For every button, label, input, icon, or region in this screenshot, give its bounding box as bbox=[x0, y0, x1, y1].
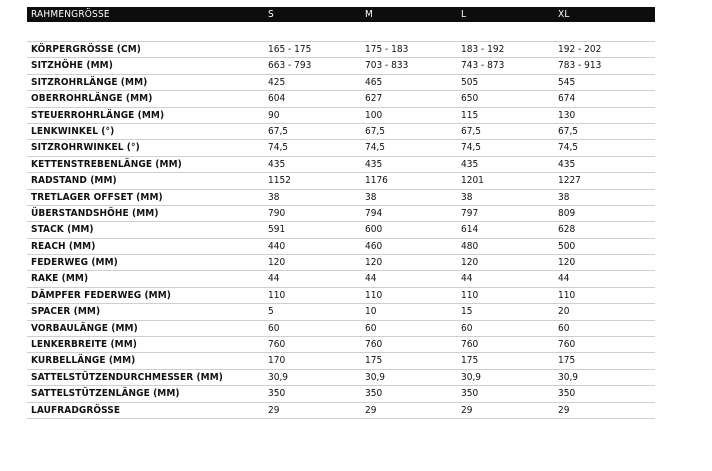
row-label: FEDERWEG (MM) bbox=[31, 257, 118, 269]
row-value-l: 614 bbox=[461, 224, 479, 236]
row-value-s: 165 - 175 bbox=[268, 44, 312, 55]
row-value-m: 460 bbox=[365, 240, 383, 252]
table-row bbox=[27, 271, 655, 287]
row-label: RAKE (MM) bbox=[31, 273, 89, 285]
table-row bbox=[27, 91, 655, 107]
table-row bbox=[27, 173, 655, 189]
row-label: OBERROHRLÄNGE (MM) bbox=[31, 93, 153, 105]
row-value-xl: 29 bbox=[558, 404, 570, 416]
table-row bbox=[27, 288, 655, 304]
row-value-m: 794 bbox=[365, 207, 383, 219]
row-value-l: 44 bbox=[461, 273, 473, 285]
row-value-l: 38 bbox=[461, 191, 473, 203]
row-value-s: 604 bbox=[268, 93, 286, 105]
table-row bbox=[27, 206, 655, 222]
row-label: KETTENSTREBENLÄNGE (MM) bbox=[31, 158, 182, 170]
row-value-xl: 1227 bbox=[558, 175, 581, 187]
header-size-l: L bbox=[461, 9, 467, 20]
row-label: TRETLAGER OFFSET (MM) bbox=[31, 191, 163, 203]
row-value-m: 627 bbox=[365, 93, 383, 105]
table-row bbox=[27, 124, 655, 140]
table-header bbox=[27, 7, 655, 22]
row-value-m: 435 bbox=[365, 158, 383, 170]
row-label: STEUERROHRLÄNGE (MM) bbox=[31, 109, 165, 121]
row-label: SATTELSTÜTZENLÄNGE (MM) bbox=[31, 388, 180, 400]
row-value-xl: 67,5 bbox=[558, 125, 579, 137]
row-label: REACH (MM) bbox=[31, 240, 96, 252]
row-label: SITZROHRLÄNGE (MM) bbox=[31, 76, 148, 88]
row-value-l: 350 bbox=[461, 388, 479, 400]
row-value-s: 74,5 bbox=[268, 142, 289, 154]
row-value-l: 30,9 bbox=[461, 371, 482, 383]
table-row bbox=[27, 58, 655, 74]
row-value-s: 440 bbox=[268, 240, 286, 252]
row-value-l: 183 - 192 bbox=[461, 44, 505, 55]
row-value-xl: 60 bbox=[558, 322, 570, 334]
row-value-l: 29 bbox=[461, 404, 473, 416]
geometry-table bbox=[27, 7, 655, 419]
row-value-l: 115 bbox=[461, 109, 479, 121]
row-value-s: 29 bbox=[268, 404, 280, 416]
row-value-s: 67,5 bbox=[268, 125, 289, 137]
row-label: LAUFRADGRÖSSE bbox=[31, 404, 121, 416]
table-row bbox=[27, 190, 655, 206]
header-size-m: M bbox=[365, 9, 373, 20]
row-value-m: 74,5 bbox=[365, 142, 386, 154]
row-value-l: 67,5 bbox=[461, 125, 482, 137]
table-row bbox=[27, 42, 655, 58]
table-row bbox=[27, 337, 655, 353]
row-label: DÄMPFER FEDERWEG (MM) bbox=[31, 289, 171, 301]
row-value-xl: 500 bbox=[558, 240, 576, 252]
table-row bbox=[27, 370, 655, 386]
row-value-xl: 20 bbox=[558, 306, 570, 318]
row-value-l: 175 bbox=[461, 355, 479, 367]
row-value-l: 435 bbox=[461, 158, 479, 170]
row-value-s: 663 - 793 bbox=[268, 60, 312, 72]
row-value-s: 30,9 bbox=[268, 371, 289, 383]
table-body bbox=[27, 42, 655, 419]
table-row bbox=[27, 403, 655, 419]
row-value-m: 38 bbox=[365, 191, 377, 203]
header-size-s: S bbox=[268, 9, 274, 20]
table-row bbox=[27, 353, 655, 369]
row-value-l: 797 bbox=[461, 207, 479, 219]
row-value-l: 650 bbox=[461, 93, 479, 105]
row-value-xl: 110 bbox=[558, 289, 576, 301]
row-value-s: 60 bbox=[268, 322, 280, 334]
row-label: ÜBERSTANDSHÖHE (MM) bbox=[31, 207, 159, 219]
row-value-m: 465 bbox=[365, 76, 383, 88]
row-value-s: 425 bbox=[268, 76, 286, 88]
row-value-xl: 74,5 bbox=[558, 142, 579, 154]
table-row bbox=[27, 304, 655, 320]
row-label: LENKWINKEL (°) bbox=[31, 125, 115, 137]
row-value-l: 505 bbox=[461, 76, 479, 88]
row-value-m: 60 bbox=[365, 322, 377, 334]
row-value-xl: 120 bbox=[558, 257, 576, 269]
row-value-xl: 175 bbox=[558, 355, 576, 367]
row-label: SITZHÖHE (MM) bbox=[31, 60, 113, 72]
table-row bbox=[27, 255, 655, 271]
table-row bbox=[27, 157, 655, 173]
row-value-m: 100 bbox=[365, 109, 383, 121]
row-value-m: 67,5 bbox=[365, 125, 386, 137]
row-value-s: 110 bbox=[268, 289, 286, 301]
row-value-s: 591 bbox=[268, 224, 286, 236]
row-value-m: 29 bbox=[365, 404, 377, 416]
row-label: SPACER (MM) bbox=[31, 306, 101, 318]
row-value-l: 480 bbox=[461, 240, 479, 252]
row-label: SATTELSTÜTZENDURCHMESSER (MM) bbox=[31, 371, 223, 383]
table-row bbox=[27, 75, 655, 91]
row-value-s: 90 bbox=[268, 109, 280, 121]
row-value-xl: 760 bbox=[558, 339, 576, 351]
header-frame-size-label: RAHMENGRÖSSE bbox=[31, 9, 110, 20]
row-value-xl: 130 bbox=[558, 109, 576, 121]
row-label: KURBELLÄNGE (MM) bbox=[31, 355, 136, 367]
row-value-l: 743 - 873 bbox=[461, 60, 505, 72]
row-value-xl: 545 bbox=[558, 76, 576, 88]
row-value-m: 1176 bbox=[365, 175, 388, 187]
row-value-l: 1201 bbox=[461, 175, 484, 187]
row-value-s: 170 bbox=[268, 355, 286, 367]
row-label: SITZROHRWINKEL (°) bbox=[31, 142, 140, 154]
row-value-l: 15 bbox=[461, 306, 473, 318]
row-value-l: 60 bbox=[461, 322, 473, 334]
table-row bbox=[27, 222, 655, 238]
row-value-m: 44 bbox=[365, 273, 377, 285]
row-value-xl: 30,9 bbox=[558, 371, 579, 383]
row-value-xl: 783 - 913 bbox=[558, 60, 602, 72]
row-label: LENKERBREITE (MM) bbox=[31, 339, 137, 351]
table-row bbox=[27, 239, 655, 255]
row-label: RADSTAND (MM) bbox=[31, 175, 117, 187]
table-row bbox=[27, 321, 655, 337]
row-value-s: 38 bbox=[268, 191, 280, 203]
row-value-s: 120 bbox=[268, 257, 286, 269]
row-value-xl: 38 bbox=[558, 191, 570, 203]
row-value-m: 703 - 833 bbox=[365, 60, 409, 72]
row-value-m: 30,9 bbox=[365, 371, 386, 383]
table-row bbox=[27, 108, 655, 124]
row-value-s: 350 bbox=[268, 388, 286, 400]
row-value-l: 74,5 bbox=[461, 142, 482, 154]
row-value-m: 120 bbox=[365, 257, 383, 269]
row-label: KÖRPERGRÖSSE (CM) bbox=[31, 44, 141, 55]
row-value-xl: 674 bbox=[558, 93, 576, 105]
row-label: VORBAULÄNGE (MM) bbox=[31, 322, 138, 334]
row-value-l: 760 bbox=[461, 339, 479, 351]
row-value-m: 600 bbox=[365, 224, 383, 236]
row-value-s: 1152 bbox=[268, 175, 291, 187]
row-value-s: 760 bbox=[268, 339, 286, 351]
row-value-m: 10 bbox=[365, 306, 377, 318]
row-value-xl: 192 - 202 bbox=[558, 44, 602, 55]
row-value-xl: 809 bbox=[558, 207, 576, 219]
row-value-m: 110 bbox=[365, 289, 383, 301]
row-value-xl: 350 bbox=[558, 388, 576, 400]
row-value-m: 350 bbox=[365, 388, 383, 400]
row-label: STACK (MM) bbox=[31, 224, 94, 236]
row-value-s: 435 bbox=[268, 158, 286, 170]
row-value-xl: 628 bbox=[558, 224, 576, 236]
row-value-xl: 44 bbox=[558, 273, 570, 285]
header-spacer bbox=[27, 22, 655, 42]
row-value-m: 175 bbox=[365, 355, 383, 367]
row-value-m: 175 - 183 bbox=[365, 44, 409, 55]
row-value-s: 5 bbox=[268, 306, 274, 318]
row-value-s: 790 bbox=[268, 207, 286, 219]
row-value-s: 44 bbox=[268, 273, 280, 285]
row-value-m: 760 bbox=[365, 339, 383, 351]
header-size-xl: XL bbox=[558, 9, 570, 20]
row-value-l: 110 bbox=[461, 289, 479, 301]
row-value-xl: 435 bbox=[558, 158, 576, 170]
row-value-l: 120 bbox=[461, 257, 479, 269]
table-row bbox=[27, 140, 655, 156]
table-row bbox=[27, 386, 655, 402]
